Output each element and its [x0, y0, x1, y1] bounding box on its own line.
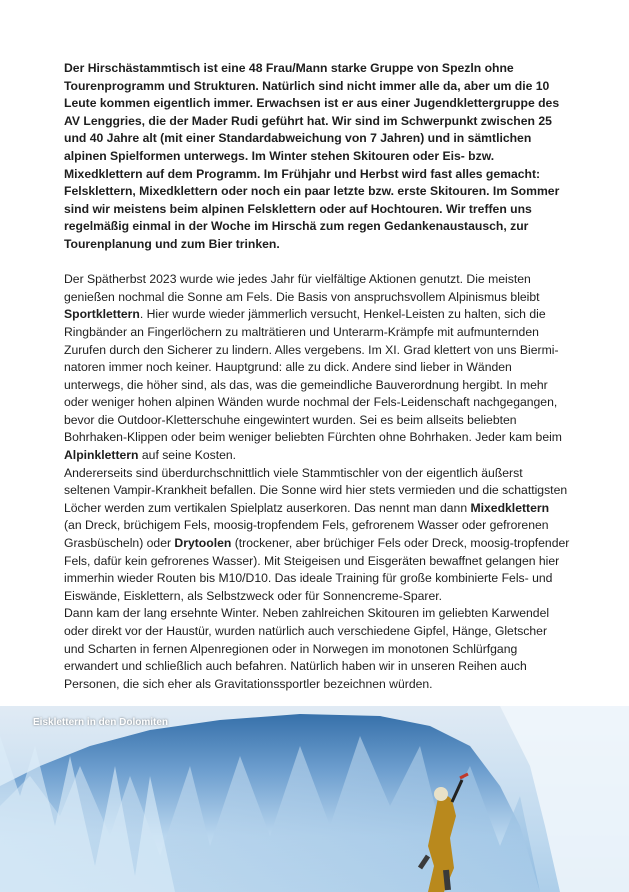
mixed-text-d: (trockener, aber brüchiger Fels oder Dreck, moosig-tropfender Fels, dafür kein gefrorenes Wasser). Mit Steigeisen und Eisgeräten bewaffnet gelangen hier immerhin wieder Routen bis M10/D10. Das ideale Training für große kombinierte Fels- und Eiswände, Eisklettern, als Selbstzweck oder für Sonnencreme-Sparer. [64, 536, 570, 603]
paragraph-autumn [64, 271, 570, 465]
mixed-text-a: Andererseits sind überdurchschnittlich viele Stammtischler von der eigentlich äußerst seltenen Vampir-Krankheit befallen. Die Sonne wird hier stets vermieden und die schattigsten Löcher werden zum vertikalen Spielplatz auserkoren. Das nennt man dann [64, 465, 568, 515]
autumn-text-c: . Hier wurde wieder jämmerlich versucht, Henkel-Leisten zu halten, sich die Ringbänder an Fingerlöchern zu malträtieren und Unterarm-Krämpfe mit aufmunternden Zurufen durch den Sicherer zu lindern. Alles vergebens. Im XI. Grad klettert von uns Bierminatoren immer noch keiner. Hauptgrund: alle zu dick. Andere sind lieber in Wänden unterwegs, die höher sind, als das, was die gemeindliche Bauverordnung hergibt. In mehr oder weniger hohen alpinen Wänden wurde nochmal der Fels-Leidenschaft nachgegangen, bevor die Outdoor-Kletterschuhe eingewintert wurden. Sei es beim allseits beliebten Bohrhaken-Klippen oder beim weniger beliebten Fürchten ohne Bohrhaken. Jeder kam beim [64, 307, 562, 445]
intro-paragraph: Der Hirschästammtisch ist eine 48 Frau/Mann starke Gruppe von Spezln ohne Tourenprogramm und Strukturen. Natürlich sind nicht immer alle da, aber um die 10 Leute kommen eigentlich immer. Erwachsen ist er aus einer Jugendklettergruppe des AV Lenggries, die der Mader Rudi geführt hat. Wir sind im Schwerpunkt zwischen 25 und 40 Jahre alt (mit einer Standardabweichung von 7 Jahren) und in sämtlichen alpinen Spielformen unterwegs. Im Winter stehen Skitouren oder Eis- bzw. Mixedklettern auf dem Programm. Im Frühjahr und Herbst wird fast alles gemacht: Felsklettern, Mixedklettern oder noch ein paar letzte bzw. erste Skitouren. Im Sommer sind wir meistens beim alpinen Felsklettern oder auf Hochtouren. Wir treffen uns regelmäßig einmal in der Woche im Hirschä zum regen Gedankenaustausch, zur Tourenplanung und zum Bier trinken. [64, 61, 560, 251]
autumn-text-d: auf seine Kosten. [138, 448, 237, 463]
paragraph-winter: Dann kam der lang ersehnte Winter. Neben zahlreichen Skitouren im geliebten Karwendel oder direkt vor der Haustür, wurden natürlich auch verschiedene Gipfel, Hänge, Gletscher und Scharten in fernen Alpenregionen oder in Norwegen im monotonen Schlürfgang erwandert und schließlich auch befahren. Natürlich haben wir in unseren Reihen auch Personen, die sich eher als Gravitationssportler bezeichnen würden. [64, 606, 550, 691]
paragraph-mixed [64, 465, 570, 606]
photo-caption: Eisklettern in den Dolomiten [33, 717, 169, 728]
autumn-text-a: Der Spätherbst 2023 wurde wie jedes Jahr für vielfältige Aktionen genutzt. Die meisten genießen nochmal die Sonne am Fels. Die Basis von anspruchsvollem Alpinismus bleibt [64, 272, 540, 304]
term-sportklettern: Sportklettern [64, 307, 140, 322]
ice-climbing-photo [0, 706, 629, 892]
paragraph-spacer [64, 254, 570, 272]
mixed-text-c: (an Dreck, brüchigem Fels, moosig-tropfendem Fels, gefrorenem Wasser oder gefrorenen Grasbüscheln) oder [64, 518, 549, 551]
article-body [64, 60, 570, 693]
term-alpinklettern: Alpinklettern [64, 448, 139, 463]
term-drytoolen: Drytoolen [174, 536, 232, 551]
term-mixedklettern: Mixedklettern [470, 500, 550, 515]
ice-scene-illustration [0, 706, 629, 892]
